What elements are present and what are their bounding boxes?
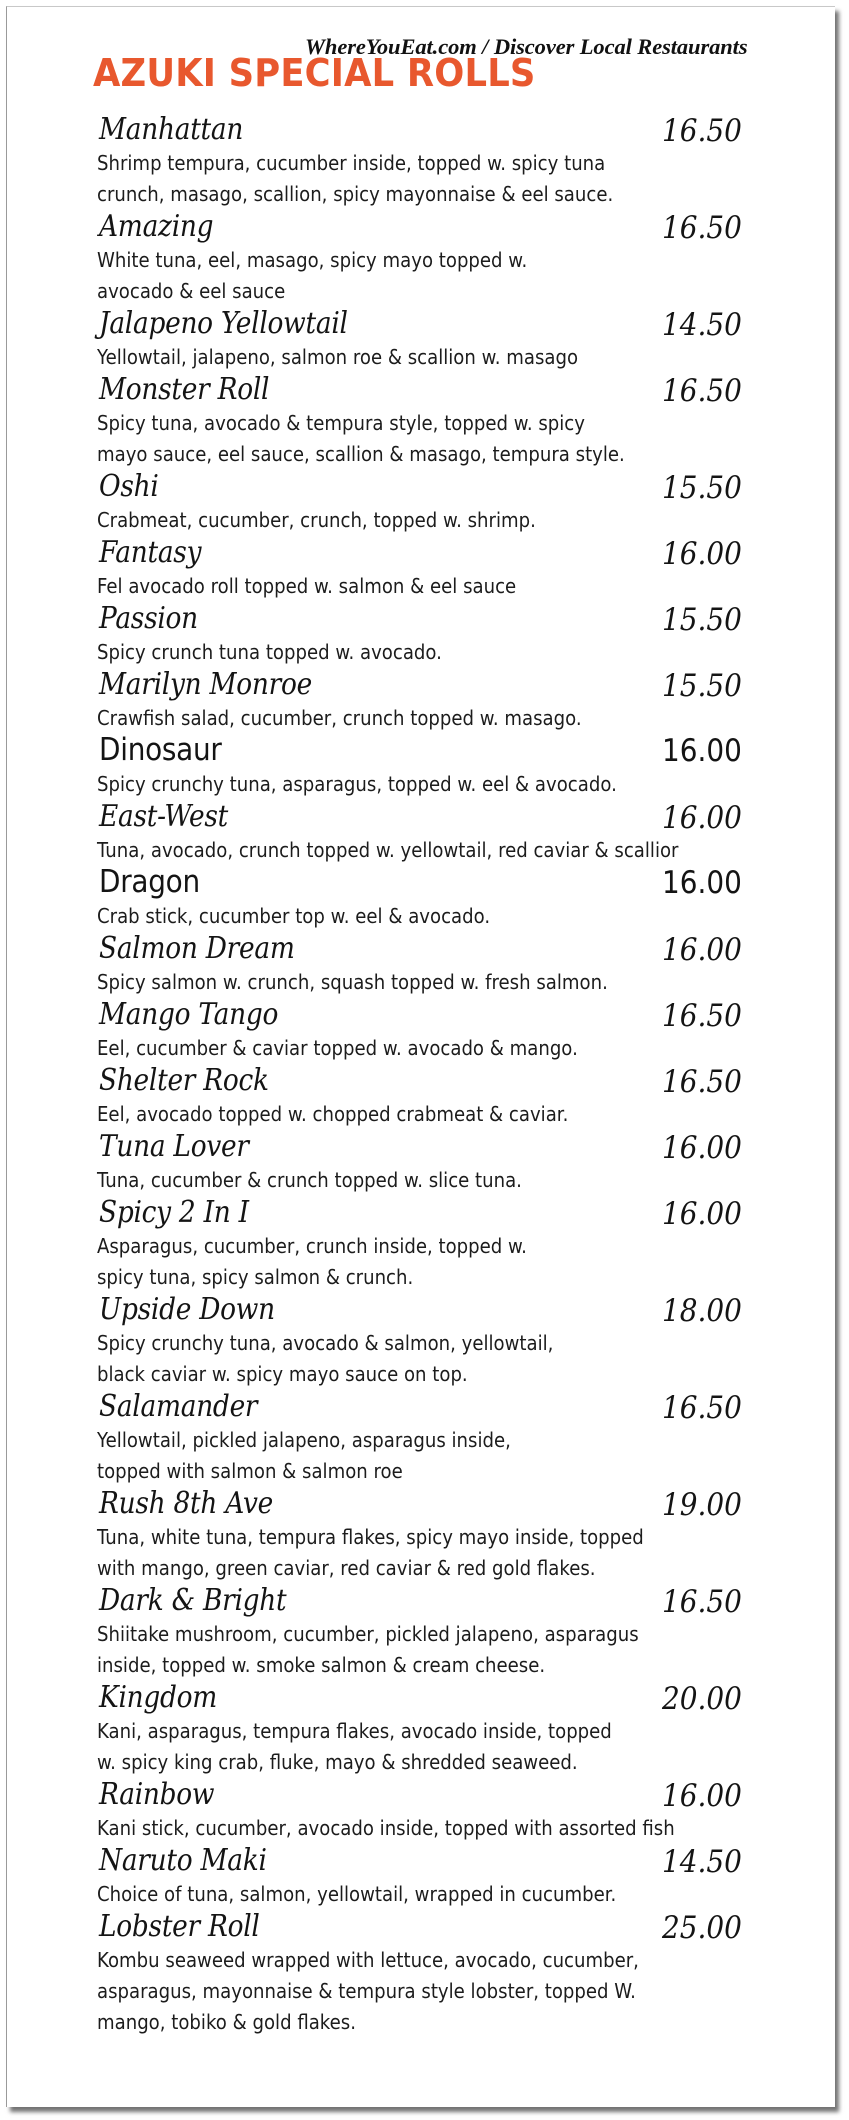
item-name: Passion: [99, 601, 198, 636]
item-description: [97, 637, 767, 668]
item-price: 16.00: [662, 865, 742, 901]
item-description: [97, 1522, 767, 1584]
item-description-line: Yellowtail, pickled jalapeno, asparagus inside,: [97, 1428, 511, 1452]
item-description-line: Asparagus, cucumber, crunch inside, topped w.: [97, 1234, 527, 1258]
item-description: [97, 1425, 767, 1487]
item-description: [97, 1619, 767, 1681]
item-description: [97, 408, 767, 470]
item-price: 16.00: [662, 932, 742, 968]
item-name: Dinosaur: [99, 732, 222, 768]
item-description: [97, 1813, 767, 1844]
menu-item: [97, 373, 837, 470]
item-price: 15.50: [662, 602, 742, 638]
item-name: Spicy 2 In I: [99, 1195, 249, 1230]
item-name: Fantasy: [99, 535, 202, 570]
item-description-line: Kani stick, cucumber, avocado inside, topped with assorted fish: [97, 1816, 675, 1840]
item-name: Lobster Roll: [99, 1909, 260, 1944]
menu-item: [97, 1910, 837, 2038]
item-description: [97, 769, 767, 800]
item-description-line: Eel, avocado topped w. chopped crabmeat & caviar.: [97, 1102, 569, 1126]
item-price: 16.50: [662, 113, 742, 149]
menu-item: [97, 210, 837, 307]
item-name: Jalapeno Yellowtail: [99, 306, 348, 341]
item-description: [97, 1716, 767, 1778]
menu-item: [97, 1130, 837, 1196]
item-price: 16.50: [662, 998, 742, 1034]
item-description-line: avocado & eel sauce: [97, 279, 286, 303]
item-price: 16.00: [662, 1196, 742, 1232]
item-description-line: Crabmeat, cucumber, crunch, topped w. shrimp.: [97, 508, 536, 532]
menu-item: [97, 1390, 837, 1487]
item-name: Dragon: [99, 864, 200, 900]
item-price: 16.00: [662, 536, 742, 572]
item-description-line: Kani, asparagus, tempura flakes, avocado inside, topped: [97, 1719, 612, 1743]
menu-item: [97, 866, 837, 932]
item-name: Dark & Bright: [99, 1583, 287, 1618]
menu-item: [97, 113, 837, 210]
menu-section-title: AZUKI SPECIAL ROLLS: [93, 51, 536, 95]
item-name: Kingdom: [99, 1680, 218, 1715]
item-description-line: w. spicy king crab, fluke, mayo & shredded seaweed.: [97, 1750, 578, 1774]
item-name: Rush 8th Ave: [99, 1486, 273, 1521]
menu-item: [97, 668, 837, 734]
item-description-line: Fel avocado roll topped w. salmon & eel sauce: [97, 574, 517, 598]
item-description-line: with mango, green caviar, red caviar & red gold flakes.: [97, 1556, 596, 1580]
item-price: 16.00: [662, 800, 742, 836]
item-name: Upside Down: [99, 1292, 275, 1327]
item-description: [97, 1879, 767, 1910]
item-description: [97, 342, 767, 373]
item-description-line: mayo sauce, eel sauce, scallion & masago, tempura style.: [97, 442, 625, 466]
item-price: 25.00: [662, 1910, 742, 1946]
item-description: [97, 1231, 767, 1293]
menu-item: [97, 734, 837, 800]
item-price: 18.00: [662, 1293, 742, 1329]
item-name: Amazing: [99, 209, 214, 244]
menu-item: [97, 1293, 837, 1390]
item-description: [97, 1099, 767, 1130]
item-description-line: asparagus, mayonnaise & tempura style lobster, topped W.: [97, 1979, 636, 2003]
item-description-line: Tuna, avocado, crunch topped w. yellowtail, red caviar & scallior: [97, 838, 679, 862]
item-description-line: crunch, masago, scallion, spicy mayonnaise & eel sauce.: [97, 182, 614, 206]
menu-item: [97, 1584, 837, 1681]
menu-item: [97, 470, 837, 536]
item-description-line: Kombu seaweed wrapped with lettuce, avocado, cucumber,: [97, 1948, 639, 1972]
item-description: [97, 505, 767, 536]
item-price: 16.00: [662, 1778, 742, 1814]
item-description-line: Yellowtail, jalapeno, salmon roe & scallion w. masago: [97, 345, 579, 369]
menu-item: [97, 1844, 837, 1910]
item-description-line: Spicy crunchy tuna, asparagus, topped w. eel & avocado.: [97, 772, 617, 796]
item-description-line: Crab stick, cucumber top w. eel & avocado.: [97, 904, 491, 928]
item-description-line: Tuna, cucumber & crunch topped w. slice tuna.: [97, 1168, 522, 1192]
item-description: [97, 901, 767, 932]
item-price: 16.50: [662, 1584, 742, 1620]
item-price: 16.00: [662, 733, 742, 769]
item-name: Mango Tango: [99, 997, 279, 1032]
item-description: [97, 1328, 767, 1390]
item-name: Salmon Dream: [99, 931, 295, 966]
item-description-line: topped with salmon & salmon roe: [97, 1459, 403, 1483]
item-description: [97, 703, 767, 734]
item-price: 20.00: [662, 1681, 742, 1717]
item-name: Oshi: [99, 469, 159, 504]
item-description-line: Tuna, white tuna, tempura flakes, spicy mayo inside, topped: [97, 1525, 644, 1549]
item-name: Monster Roll: [99, 372, 270, 407]
watermark-text: WhereYouEat.com / Discover Local Restaurants: [305, 34, 748, 59]
menu-item: [97, 602, 837, 668]
menu-item: [97, 800, 837, 866]
item-name: Rainbow: [99, 1777, 215, 1812]
item-description: [97, 245, 767, 307]
item-name: Marilyn Monroe: [99, 667, 312, 702]
item-description-line: Spicy crunchy tuna, avocado & salmon, yellowtail,: [97, 1331, 554, 1355]
item-price: 16.50: [662, 373, 742, 409]
item-description: [97, 835, 767, 866]
item-description: [97, 571, 767, 602]
item-description-line: black caviar w. spicy mayo sauce on top.: [97, 1362, 468, 1386]
item-price: 15.50: [662, 470, 742, 506]
item-price: 19.00: [662, 1487, 742, 1523]
item-description-line: White tuna, eel, masago, spicy mayo topped w.: [97, 248, 528, 272]
menu-item: [97, 1064, 837, 1130]
menu-item: [97, 536, 837, 602]
item-price: 14.50: [662, 1844, 742, 1880]
item-description-line: inside, topped w. smoke salmon & cream cheese.: [97, 1653, 546, 1677]
menu-item: [97, 998, 837, 1064]
menu-item: [97, 1681, 837, 1778]
item-name: Salamander: [99, 1389, 258, 1424]
item-description: [97, 1945, 767, 2038]
item-description-line: Shrimp tempura, cucumber inside, topped w. spicy tuna: [97, 151, 606, 175]
item-price: 14.50: [662, 307, 742, 343]
item-price: 16.00: [662, 1130, 742, 1166]
menu-item: [97, 1196, 837, 1293]
menu-page: [6, 6, 835, 2107]
menu-item: [97, 1487, 837, 1584]
item-price: 16.50: [662, 1064, 742, 1100]
item-price: 16.50: [662, 1390, 742, 1426]
item-description: [97, 1033, 767, 1064]
item-description-line: Shiitake mushroom, cucumber, pickled jalapeno, asparagus: [97, 1622, 639, 1646]
item-name: Tuna Lover: [99, 1129, 249, 1164]
menu-item: [97, 932, 837, 998]
menu-item: [97, 307, 837, 373]
item-name: Manhattan: [99, 112, 244, 147]
item-description: [97, 1165, 767, 1196]
item-description-line: spicy tuna, spicy salmon & crunch.: [97, 1265, 414, 1289]
item-price: 16.50: [662, 210, 742, 246]
item-price: 15.50: [662, 668, 742, 704]
item-description: [97, 148, 767, 210]
item-name: East-West: [99, 799, 229, 834]
item-description-line: Spicy crunch tuna topped w. avocado.: [97, 640, 442, 664]
menu-item: [97, 1778, 837, 1844]
item-description-line: Spicy salmon w. crunch, squash topped w. fresh salmon.: [97, 970, 608, 994]
item-description-line: Crawfish salad, cucumber, crunch topped w. masago.: [97, 706, 582, 730]
item-name: Shelter Rock: [99, 1063, 269, 1098]
item-description-line: Spicy tuna, avocado & tempura style, topped w. spicy: [97, 411, 585, 435]
menu-item-list: [97, 113, 837, 2038]
item-description-line: mango, tobiko & gold flakes.: [97, 2010, 356, 2034]
item-description-line: Choice of tuna, salmon, yellowtail, wrapped in cucumber.: [97, 1882, 617, 1906]
item-name: Naruto Maki: [99, 1843, 267, 1878]
item-description-line: Eel, cucumber & caviar topped w. avocado & mango.: [97, 1036, 578, 1060]
item-description: [97, 967, 767, 998]
